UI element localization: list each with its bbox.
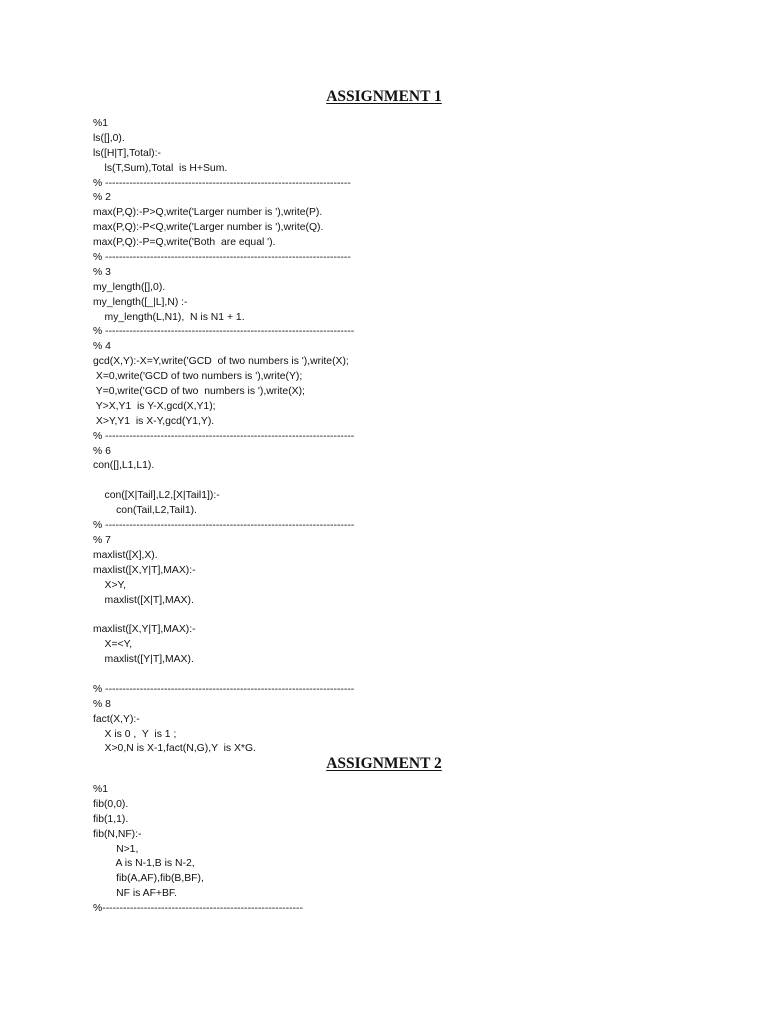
assignment-2-code bbox=[93, 783, 303, 917]
code-line: maxlist([X,Y|T],MAX):- bbox=[93, 564, 196, 576]
assignment-1-code bbox=[93, 117, 354, 757]
code-line bbox=[93, 668, 354, 683]
code-line: %1 bbox=[93, 118, 109, 129]
code-line: X is 0 , Y is 1 ; bbox=[93, 728, 177, 740]
code-line: % 6 bbox=[93, 445, 111, 457]
code-line: A is N-1,B is N-2, bbox=[93, 858, 195, 870]
code-line: X>0,N is X-1,fact(N,G),Y is X*G. bbox=[93, 743, 256, 755]
code-line: X>Y, bbox=[93, 579, 127, 591]
code-line: maxlist([X|T],MAX). bbox=[93, 594, 194, 606]
code-line: maxlist([X],X). bbox=[93, 549, 158, 561]
code-line: % ----------------------------------------------------------------------- bbox=[93, 252, 351, 264]
code-line: max(P,Q):-P<Q,write('Larger number is '),write(Q). bbox=[93, 222, 324, 234]
code-line bbox=[93, 474, 354, 489]
code-line: fib(A,AF),fib(B,BF), bbox=[93, 873, 204, 885]
code-line: % 4 bbox=[93, 341, 111, 353]
code-line: fib(0,0). bbox=[93, 798, 129, 810]
code-line: fib(N,NF):- bbox=[93, 828, 142, 840]
code-line: %---------------------------------------------------------- bbox=[93, 903, 303, 915]
code-line: fib(1,1). bbox=[93, 813, 129, 825]
code-line: maxlist([Y|T],MAX). bbox=[93, 654, 194, 666]
code-line: % ------------------------------------------------------------------------ bbox=[93, 683, 355, 695]
code-line: % ------------------------------------------------------------------------ bbox=[93, 520, 355, 532]
code-line: con([],L1,L1). bbox=[93, 460, 155, 472]
code-line: X>Y,Y1 is X-Y,gcd(Y1,Y). bbox=[93, 415, 215, 427]
code-line: % 2 bbox=[93, 192, 111, 204]
code-line: %1 bbox=[93, 784, 109, 795]
code-line: gcd(X,Y):-X=Y,write('GCD of two numbers is '),write(X); bbox=[93, 356, 349, 368]
code-line: % 8 bbox=[93, 698, 111, 710]
code-line: my_length(L,N1), N is N1 + 1. bbox=[93, 311, 245, 323]
assignment-1-title: ASSIGNMENT 1 bbox=[326, 88, 442, 105]
code-line: % ------------------------------------------------------------------------ bbox=[93, 326, 355, 338]
code-line: % 7 bbox=[93, 534, 111, 546]
code-line: ls([],0). bbox=[93, 132, 125, 144]
code-line: % 3 bbox=[93, 266, 111, 278]
code-line: my_length([_|L],N) :- bbox=[93, 296, 188, 308]
code-line: my_length([],0). bbox=[93, 281, 166, 293]
code-line: NF is AF+BF. bbox=[93, 888, 178, 900]
code-line: con([X|Tail],L2,[X|Tail1]):- bbox=[93, 490, 220, 502]
code-line bbox=[93, 608, 354, 623]
code-line: fact(X,Y):- bbox=[93, 713, 140, 725]
code-line: con(Tail,L2,Tail1). bbox=[93, 505, 197, 517]
code-line: X=<Y, bbox=[93, 639, 133, 651]
code-line: maxlist([X,Y|T],MAX):- bbox=[93, 624, 196, 636]
code-line: % ----------------------------------------------------------------------- bbox=[93, 177, 351, 189]
code-line: ls([H|T],Total):- bbox=[93, 147, 161, 159]
code-line: Y>X,Y1 is Y-X,gcd(X,Y1); bbox=[93, 400, 216, 412]
code-line: Y=0,write('GCD of two numbers is '),write(X); bbox=[93, 386, 305, 398]
assignment-2-title: ASSIGNMENT 2 bbox=[326, 755, 442, 772]
code-line: ls(T,Sum),Total is H+Sum. bbox=[93, 162, 228, 174]
code-line: % ------------------------------------------------------------------------ bbox=[93, 430, 355, 442]
code-line: N>1, bbox=[93, 843, 139, 855]
code-line: X=0,write('GCD of two numbers is '),write(Y); bbox=[93, 371, 303, 383]
code-line: max(P,Q):-P>Q,write('Larger number is '),write(P). bbox=[93, 207, 323, 219]
code-line: max(P,Q):-P=Q,write('Both are equal '). bbox=[93, 237, 276, 249]
